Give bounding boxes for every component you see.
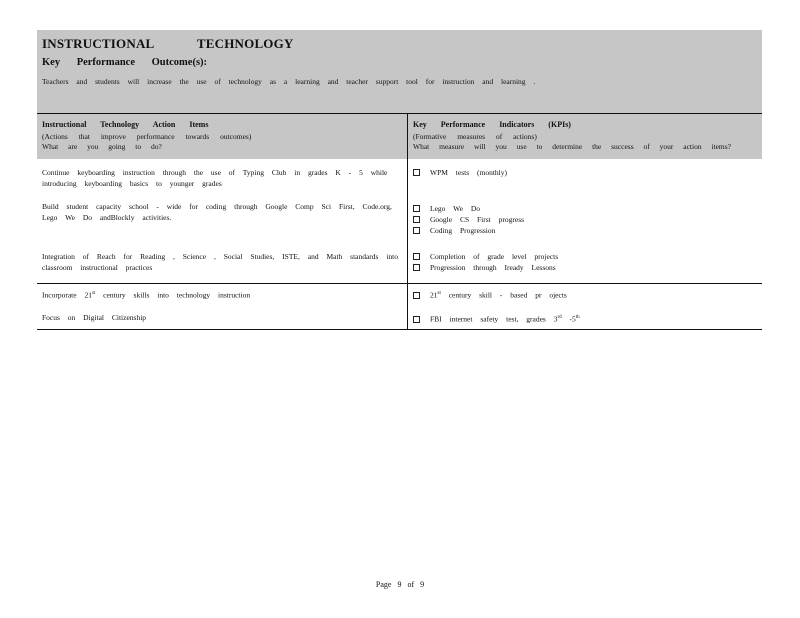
kpi-text: Progression through Iready Lessons	[430, 263, 556, 272]
kpi-list	[413, 167, 758, 178]
action-items-subtitle: (Actions that improve performance towards outcomes)	[42, 132, 252, 141]
action-items-title: Instructional Technology Action Items	[42, 120, 209, 129]
kpi-item	[413, 225, 758, 236]
ordinal-suffix: st	[91, 291, 96, 296]
kpi-item	[413, 214, 758, 225]
action-item: Integration of Reach for Reading , Science , Social Studies, ISTE, and Math standards into classroom instructional practices	[42, 252, 399, 272]
bullet-box-icon	[413, 216, 420, 223]
kpi-text: Lego We Do	[430, 204, 480, 213]
kpi-text: Completion of grade level projects	[430, 252, 559, 261]
action-item: Continue keyboarding instruction through the use of Typing Club in grades K - 5 while introducing keyboarding basics to younger grades	[42, 168, 388, 188]
ordinal-suffix: st	[437, 291, 441, 296]
kpi-text: -5	[569, 314, 576, 324]
table-bottom-border	[37, 329, 762, 330]
kpi-subtitle: (Formative measures of actions)	[413, 132, 537, 141]
kpi-item	[413, 312, 758, 325]
action-items-question: What are you going to do?	[42, 142, 162, 151]
outcome-heading: Key Performance Outcome(s):	[42, 57, 208, 68]
kpi-list	[413, 288, 758, 301]
kpi-text: WPM tests (monthly)	[430, 168, 507, 177]
kpi-text: century skill - based pr ojects	[448, 290, 567, 300]
kpi-item	[413, 251, 758, 262]
column-divider	[407, 113, 408, 330]
kpi-list	[413, 203, 758, 236]
kpi-item	[413, 288, 758, 301]
row-divider	[37, 283, 762, 284]
action-item: Focus on Digital Citizenship	[42, 313, 147, 322]
action-text: Incorporate 21	[42, 290, 92, 300]
kpi-text: Coding Progression	[430, 226, 496, 235]
table-top-border	[37, 113, 762, 114]
action-text: century skills into technology instruction	[103, 290, 251, 300]
action-item	[42, 288, 400, 301]
bullet-box-icon	[413, 205, 420, 212]
bullet-box-icon	[413, 316, 420, 323]
bullet-box-icon	[413, 227, 420, 234]
bullet-box-icon	[413, 292, 420, 299]
kpi-item	[413, 167, 758, 178]
bullet-box-icon	[413, 253, 420, 260]
outcome-text: Teachers and students will increase the use of technology as a learning and teacher support tool for instruction and learning .	[42, 77, 536, 86]
kpi-item	[413, 262, 758, 273]
ordinal-suffix: th	[575, 315, 580, 320]
bullet-box-icon	[413, 264, 420, 271]
action-items-header	[37, 113, 407, 159]
kpi-text: 21	[430, 290, 438, 300]
kpi-list	[413, 251, 758, 273]
kpi-item	[413, 203, 758, 214]
action-item: Build student capacity school - wide for coding through Google Comp Sci First, Code.org, Lego We Do andBlockly activities.	[42, 202, 392, 222]
header-band	[37, 30, 762, 113]
action-table	[37, 113, 762, 330]
page-title: INSTRUCTIONAL TECHNOLOGY	[42, 36, 294, 51]
kpi-header	[408, 113, 762, 159]
kpi-list	[413, 312, 758, 325]
page-number: Page 9 of 9	[375, 580, 425, 589]
bullet-box-icon	[413, 169, 420, 176]
kpi-text: FBI internet safety test, grades 3	[430, 314, 558, 324]
kpi-title: Key Performance Indicators (KPIs)	[413, 120, 571, 129]
kpi-question: What measure will you use to determine the success of your action items?	[413, 142, 732, 151]
kpi-text: Google CS First progress	[430, 215, 525, 224]
ordinal-suffix: rd	[557, 315, 562, 320]
